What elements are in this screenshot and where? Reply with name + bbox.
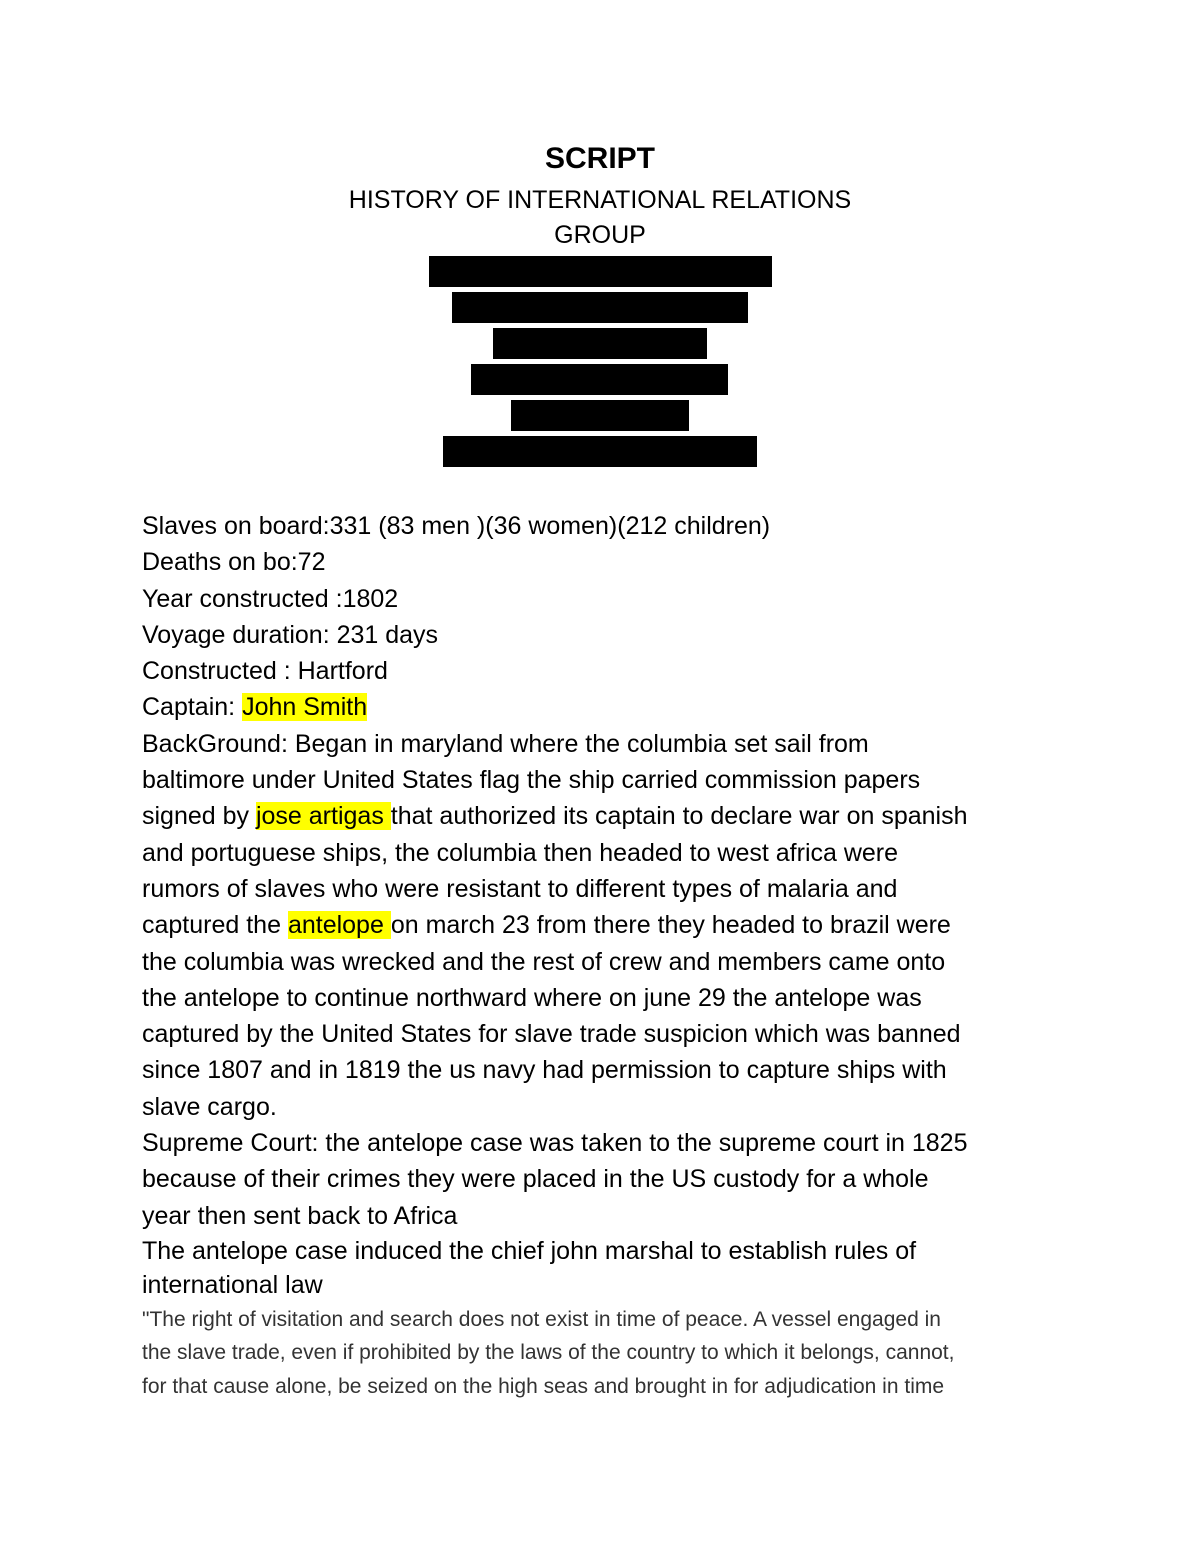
background-line: rumors of slaves who were resistant to different types of malaria and bbox=[142, 874, 898, 903]
antelope-highlight: antelope bbox=[287, 911, 391, 940]
background-line: baltimore under United States flag the ship carried commission papers bbox=[142, 766, 921, 795]
redacted-name-bar bbox=[493, 328, 707, 359]
voyage-duration-line: Voyage duration: 231 days bbox=[142, 620, 439, 649]
script-body bbox=[142, 508, 1062, 1402]
document-subtitle: HISTORY OF INTERNATIONAL RELATIONS bbox=[348, 186, 852, 214]
background-text: on march 23 from there they headed to brazil were bbox=[390, 911, 951, 940]
supreme-court-line: because of their crimes they were placed in the US custody for a whole bbox=[142, 1165, 929, 1194]
captain-label: Captain: bbox=[142, 693, 243, 722]
conclusion-line: international law bbox=[142, 1270, 323, 1299]
captain-line bbox=[142, 689, 1062, 725]
background-line: BackGround: Began in maryland where the columbia set sail from bbox=[142, 729, 869, 758]
background-text: captured the bbox=[142, 911, 288, 940]
background-text: that authorized its captain to declare war on spanish bbox=[390, 802, 968, 831]
quote-line: for that cause alone, be seized on the high seas and brought in for adjudication in time bbox=[142, 1374, 945, 1398]
redacted-name-bar bbox=[443, 436, 757, 467]
supreme-court-line: Supreme Court: the antelope case was taken to the supreme court in 1825 bbox=[142, 1129, 968, 1158]
background-line bbox=[142, 907, 1062, 943]
year-constructed-line: Year constructed :1802 bbox=[142, 584, 399, 613]
background-line: the antelope to continue northward where on june 29 the antelope was bbox=[142, 983, 922, 1012]
background-line: since 1807 and in 1819 the us navy had permission to capture ships with bbox=[142, 1056, 947, 1085]
conclusion-line: The antelope case induced the chief john marshal to establish rules of bbox=[142, 1236, 917, 1265]
background-line: captured by the United States for slave trade suspicion which was banned bbox=[142, 1020, 961, 1049]
background-line bbox=[142, 798, 1062, 834]
background-text: signed by bbox=[142, 802, 256, 831]
background-line: slave cargo. bbox=[142, 1092, 277, 1121]
deaths-line: Deaths on bo:72 bbox=[142, 548, 326, 577]
constructed-line: Constructed : Hartford bbox=[142, 657, 388, 686]
jose-artigas-highlight: jose artigas bbox=[255, 802, 391, 831]
redacted-name-bar bbox=[471, 364, 728, 395]
captain-name-highlight: John Smith bbox=[242, 693, 368, 722]
background-line: and portuguese ships, the columbia then headed to west africa were bbox=[142, 838, 899, 867]
redacted-name-bar bbox=[511, 400, 689, 431]
redacted-name-bar bbox=[429, 256, 772, 287]
supreme-court-line: year then sent back to Africa bbox=[142, 1201, 458, 1230]
document-title: SCRIPT bbox=[544, 142, 655, 175]
quote-line: the slave trade, even if prohibited by the laws of the country to which it belongs, cannot, bbox=[142, 1341, 955, 1365]
redacted-name-bar bbox=[452, 292, 748, 323]
group-label: GROUP bbox=[554, 221, 646, 249]
quote-line: "The right of visitation and search does not exist in time of peace. A vessel engaged in bbox=[142, 1307, 941, 1331]
slaves-on-board-line: Slaves on board:331 (83 men )(36 women)(212 children) bbox=[142, 512, 771, 540]
background-line: the columbia was wrecked and the rest of crew and members came onto bbox=[142, 947, 946, 976]
